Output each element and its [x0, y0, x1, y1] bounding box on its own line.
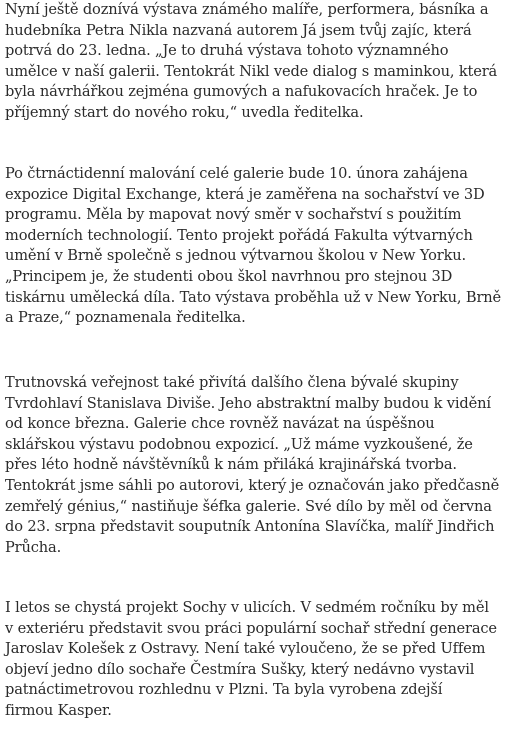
text-line: a Praze,“ poznamenala ředitelka. — [5, 309, 246, 327]
text-line: Trutnovská veřejnost také přivítá dalšího člena bývalé skupiny — [5, 374, 459, 391]
text-line: Nyní ještě doznívá výstava známého malíře, performera, básníka a — [5, 1, 489, 18]
text-line: zemřelý génius,“ nastiňuje šéfka galerie. Své dílo by měl od června — [5, 497, 492, 515]
text-line: potrvá do 23. ledna. „Je to druhá výstava tohoto významného — [5, 42, 449, 60]
text-line: umělce v naší galerii. Tentokrát Nikl vede dialog s maminkou, která — [5, 62, 498, 80]
paragraph-digital-exchange — [5, 164, 501, 329]
text-line: objeví jedno dílo sochaře Čestmíra Sušky, který nedávno vystavil — [5, 660, 475, 678]
text-line: I letos se chystá projekt Sochy v ulicích. V sedmém ročníku by měl — [5, 599, 489, 616]
text-line: v exteriéru představit svou práci populární sochař střední generace — [5, 619, 497, 637]
text-line: programu. Měla by mapovat nový směr v sochařství s použitím — [5, 206, 462, 224]
text-line: hudebníka Petra Nikla nazvaná autorem Já jsem tvůj zajíc, která — [5, 21, 472, 39]
text-line: tiskárnu umělecká díla. Tato výstava proběhla už v New Yorku, Brně — [5, 288, 502, 306]
text-line: příjemný start do nového roku,“ uvedla ředitelka. — [5, 103, 364, 121]
text-line: sklářskou výstavu podobnou expozicí. „Už máme vyzkoušené, že — [5, 435, 473, 453]
text-line: expozice Digital Exchange, která je zaměřena na sochařství ve 3D — [5, 185, 485, 203]
text-line: firmou Kasper. — [5, 701, 112, 719]
text-line: moderních technologií. Tento projekt pořádá Fakulta výtvarných — [5, 226, 473, 244]
text-line: patnáctimetrovou rozhlednu v Plzni. Ta byla vyrobena zdejší — [5, 681, 443, 699]
text-line: Tvrdohlaví Stanislava Diviše. Jeho abstraktní malby budou k vidění — [5, 394, 491, 412]
text-line: přes léto hodně návštěvníků k nám přiláká krajinářská tvorba. — [5, 456, 457, 474]
text-line: Po čtrnáctidenní malování celé galerie bude 10. února zahájena — [5, 165, 468, 182]
paragraph-sochy-v-ulicich — [5, 598, 497, 722]
paragraph-exhibition-nikl — [5, 0, 497, 124]
text-line: Tentokrát jsme sáhli po autorovi, který je označován jako předčasně — [5, 476, 500, 494]
text-line: Průcha. — [5, 538, 62, 556]
text-line: „Principem je, že studenti obou škol navrhnou pro stejnou 3D — [5, 267, 453, 285]
text-line: do 23. srpna představit souputník Antonína Slavíčka, malíř Jindřich — [5, 518, 495, 536]
text-line: byla návrhářkou zejména gumových a nafukovacích hraček. Je to — [5, 83, 478, 101]
text-line: od konce března. Galerie chce rovněž navázat na úspěšnou — [5, 415, 435, 433]
text-line: Jaroslav Kolešek z Ostravy. Není také vyloučeno, že se před Uffem — [5, 640, 486, 658]
paragraph-divis-prucha — [5, 373, 499, 558]
text-line: umění v Brně společně s jednou výtvarnou školou v New Yorku. — [5, 247, 466, 265]
